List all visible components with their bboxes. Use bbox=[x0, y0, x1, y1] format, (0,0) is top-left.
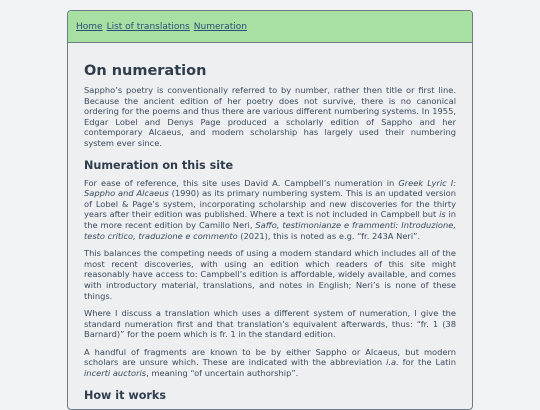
nav-link-home[interactable]: Home bbox=[76, 21, 103, 32]
text-run: for the Latin bbox=[398, 357, 456, 368]
book-title-neri: Saffo, testimonianze e frammenti: Introduzione, testo critico, traduzione e commento bbox=[84, 219, 456, 241]
main-content bbox=[68, 43, 472, 402]
latin-term: incerti auctoris bbox=[84, 368, 147, 379]
nav-link-numeration[interactable]: Numeration bbox=[193, 21, 247, 32]
nav-link-list-of-translations[interactable]: List of translations bbox=[106, 21, 190, 32]
abbreviation-ia: i.a. bbox=[386, 357, 399, 368]
navbar bbox=[68, 11, 472, 43]
text-run: , meaning “of uncertain authorship”. bbox=[146, 368, 299, 379]
paragraph-uncertain-authorship bbox=[84, 347, 456, 379]
section-heading-how-it-works: How it works bbox=[84, 388, 166, 402]
section-heading-numeration: Numeration on this site bbox=[84, 158, 234, 172]
paragraph-campbell bbox=[84, 178, 456, 242]
intro-paragraph: Sappho’s poetry is conventionally referred to by number, rather then title or first line. Because the ancient edition of her poetry does not survive, there is no canonical ordering for the poems and thus there are various different numbering systems. In 1955, Edgar Lobel and Denys Page produced a scholarly edition of Sappho and her contemporary Alcaeus, and modern scholarship has largely used their numbering system ever since. bbox=[84, 85, 456, 148]
paragraph-translation-numbering: Where I discuss a translation which uses a different system of numeration, I give the standard numeration first and that translation’s equivalent afterwards, thus: “fr. 1 (38 Barnard)” for the poem which is fr. 1 in the standard edition. bbox=[84, 308, 456, 340]
text-run: in the more recent edition by Camillo Neri, bbox=[84, 209, 457, 230]
page-title: On numeration bbox=[84, 63, 207, 79]
emphasis-is: is bbox=[439, 209, 446, 220]
page-frame bbox=[67, 10, 473, 410]
book-title-campbell: Greek Lyric I: Sappho and Alcaeus bbox=[84, 177, 456, 199]
paragraph-balance: This balances the competing needs of using a modern standard which includes all of the most recent discoveries, with using an edition which readers of this site might reasonably have access to: Campbell’s edition is affordable, widely available, and comes with introductory material, translations, and notes in English; Neri’s is none of these things. bbox=[84, 248, 456, 301]
text-run: (1990) as its primary numbering system. This is an updated version of Lobel & Page’s system, incorporating scholarship and new discoveries for the thirty years after their edition was published. Where a text is not included in Campbell but bbox=[84, 188, 456, 220]
text-run: (2021), this is noted as e.g. “fr. 243A Neri”. bbox=[237, 230, 421, 241]
text-run: For ease of reference, this site uses David A. Campbell’s numeration in bbox=[84, 177, 399, 188]
text-run: A handful of fragments are known to be by either Sappho or Alcaeus, but modern scholars are unsure which. These are indicated with the abbreviation bbox=[84, 346, 456, 368]
